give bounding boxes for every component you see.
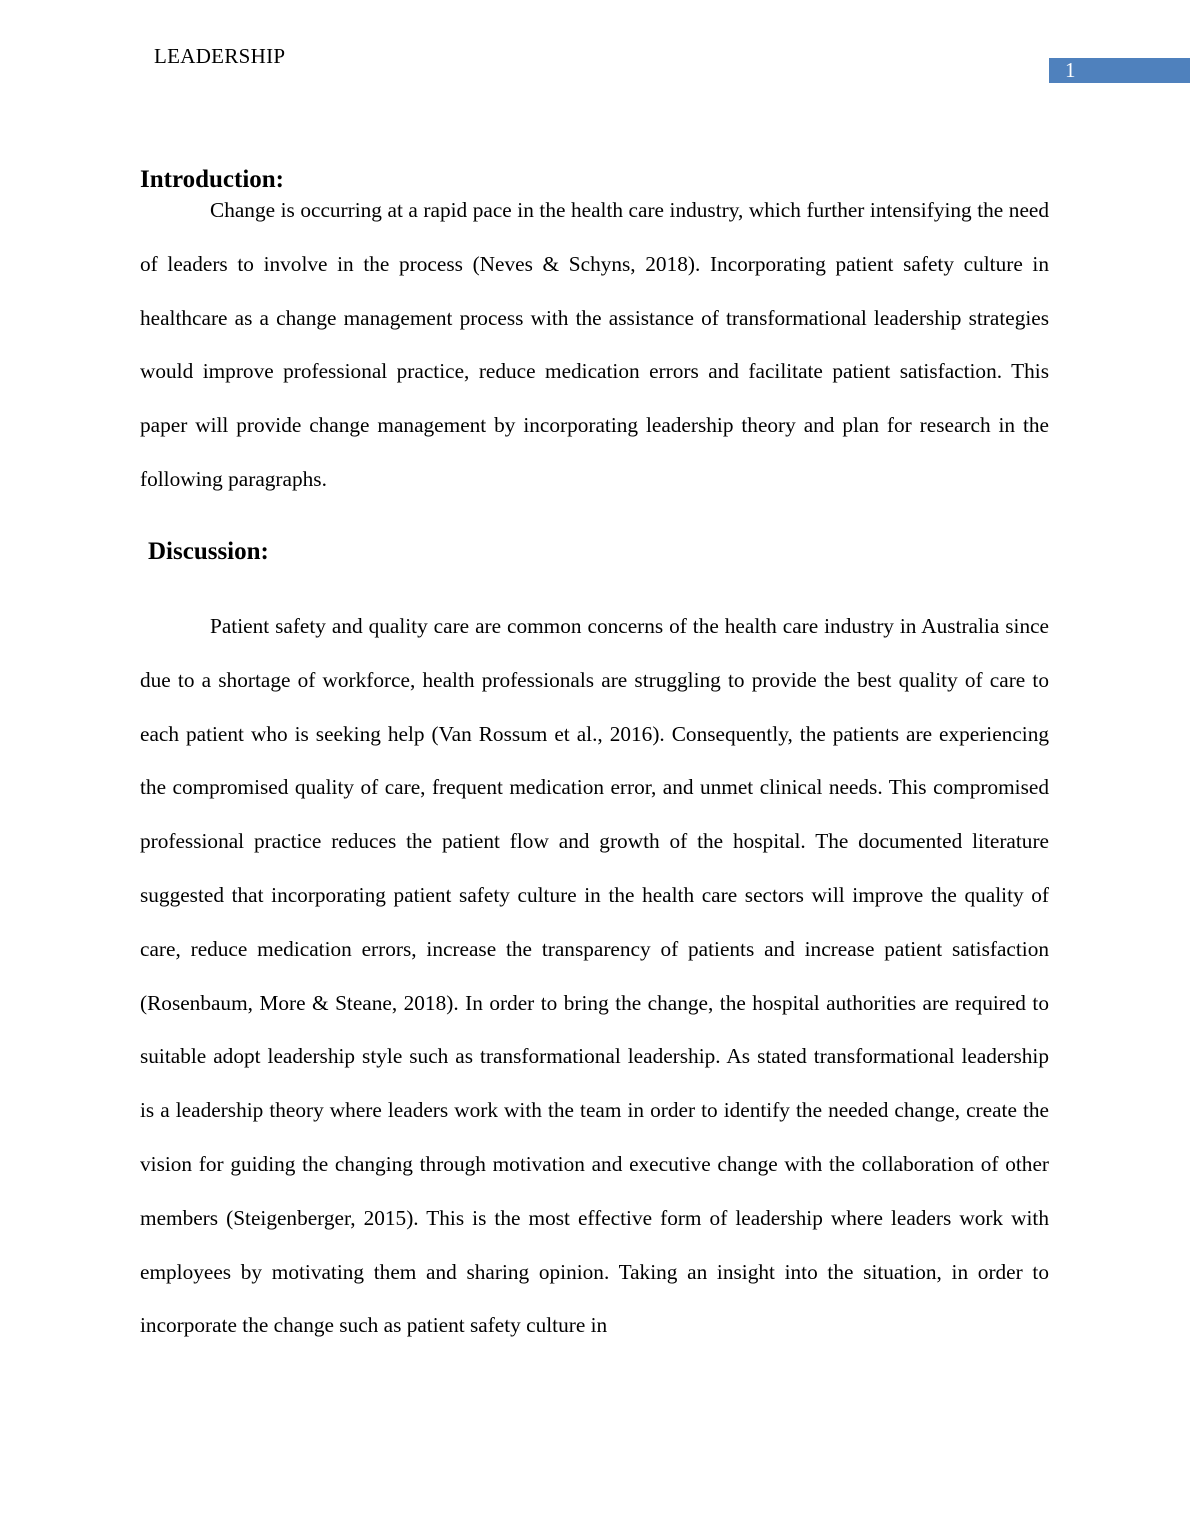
running-head: LEADERSHIP — [154, 44, 286, 68]
page-number-box — [1049, 58, 1190, 83]
page-number: 1 — [1065, 58, 1076, 82]
introduction-heading: Introduction: — [140, 166, 285, 193]
discussion-heading: Discussion: — [148, 538, 269, 565]
introduction-paragraph: Change is occurring at a rapid pace in the health care industry, which further intensifying the need of leaders to involve in the process (Neves & Schyns, 2018). Incorporating patient safety culture in healthcare as a change management process with the assistance of transformational leadership strategies would improve professional practice, reduce medication errors and facilitate patient satisfaction. This paper will provide change management by incorporating leadership theory and plan for research in the following paragraphs. — [140, 198, 1049, 491]
discussion-paragraph: Patient safety and quality care are common concerns of the health care industry in Australia since due to a shortage of workforce, health professionals are struggling to provide the best quality of care to each patient who is seeking help (Van Rossum et al., 2016). Consequently, the patients are experiencing the compromised quality of care, frequent medication error, and unmet clinical needs. This compromised professional practice reduces the patient flow and growth of the hospital. The documented literature suggested that incorporating patient safety culture in the health care sectors will improve the quality of care, reduce medication errors, increase the transparency of patients and increase patient satisfaction (Rosenbaum, More & Steane, 2018). In order to bring the change, the hospital authorities are required to suitable adopt leadership style such as transformational leadership. As stated transformational leadership is a leadership theory where leaders work with the team in order to identify the needed change, create the vision for guiding the changing through motivation and executive change with the collaboration of other members (Steigenberger, 2015). This is the most effective form of leadership where leaders work with employees by motivating them and sharing opinion. Taking an insight into the situation, in order to incorporate the change such as patient safety culture in — [140, 614, 1049, 1338]
